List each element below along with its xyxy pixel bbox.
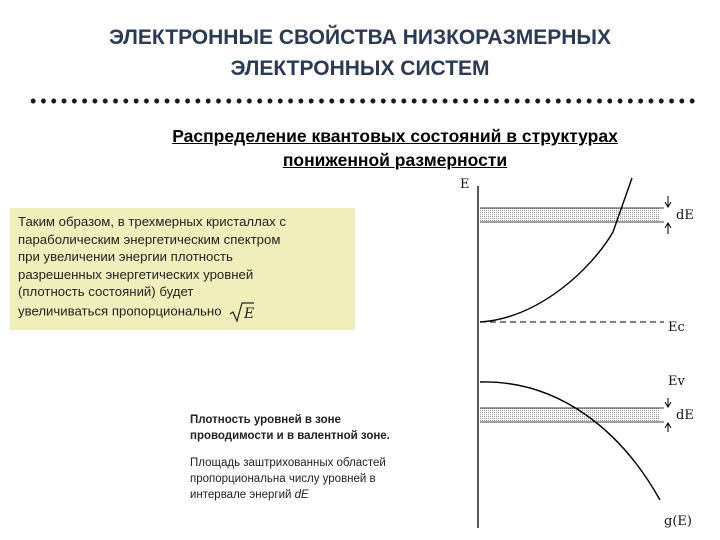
slide-title-line1: ЭЛЕКТРОННЫЕ СВОЙСТВА НИЗКОРАЗМЕРНЫХ [109,26,611,49]
valence-band-curve [480,382,660,500]
slide-title-line2: ЭЛЕКТРОННЫХ СИСТЕМ [230,57,490,80]
ec-label: Ec [668,320,685,335]
textbox-line-3: при увеличении энергии плотность [18,249,233,265]
area-caption-line2: пропорциональна числу уровней в [190,473,376,485]
conduction-band-curve [480,178,632,322]
y-axis-label: E [460,177,470,192]
textbox-line-5: (плотность состояний) будет [18,284,194,300]
density-caption-line1: Плотность уровней в зоне [190,414,341,426]
subtitle-line1: Распределение квантовых состояний в структурах [172,126,618,146]
sqrt-formula-var: E [244,305,255,322]
area-caption-line1: Площадь заштрихованных областей [190,457,386,469]
subtitle-line2: пониженной размерности [282,150,508,170]
textbox-line-2: параболическим энергетическим спектром [18,231,281,247]
ev-label: Ev [668,374,685,389]
de-arrows-top [665,196,671,234]
textbox-line-4: разрешенных энергетических уровней [18,266,254,282]
textbox-line-6-text: увеличиваться пропорционально [18,303,222,319]
area-caption-var: dE [294,489,309,501]
de-label-top: dE [676,208,694,223]
density-caption-line2: проводимости и в валентной зоне. [190,430,390,442]
textbox-line-1: Таким образом, в трехмерных кристаллах с [18,214,286,229]
de-arrows-bottom [665,398,671,432]
x-axis-label: g(E) [664,514,692,529]
valence-hatched-band [480,408,660,422]
de-label-bottom: dE [676,408,694,423]
area-caption-line3-text: интервале энергий [190,489,292,501]
conduction-hatched-band [480,208,660,222]
